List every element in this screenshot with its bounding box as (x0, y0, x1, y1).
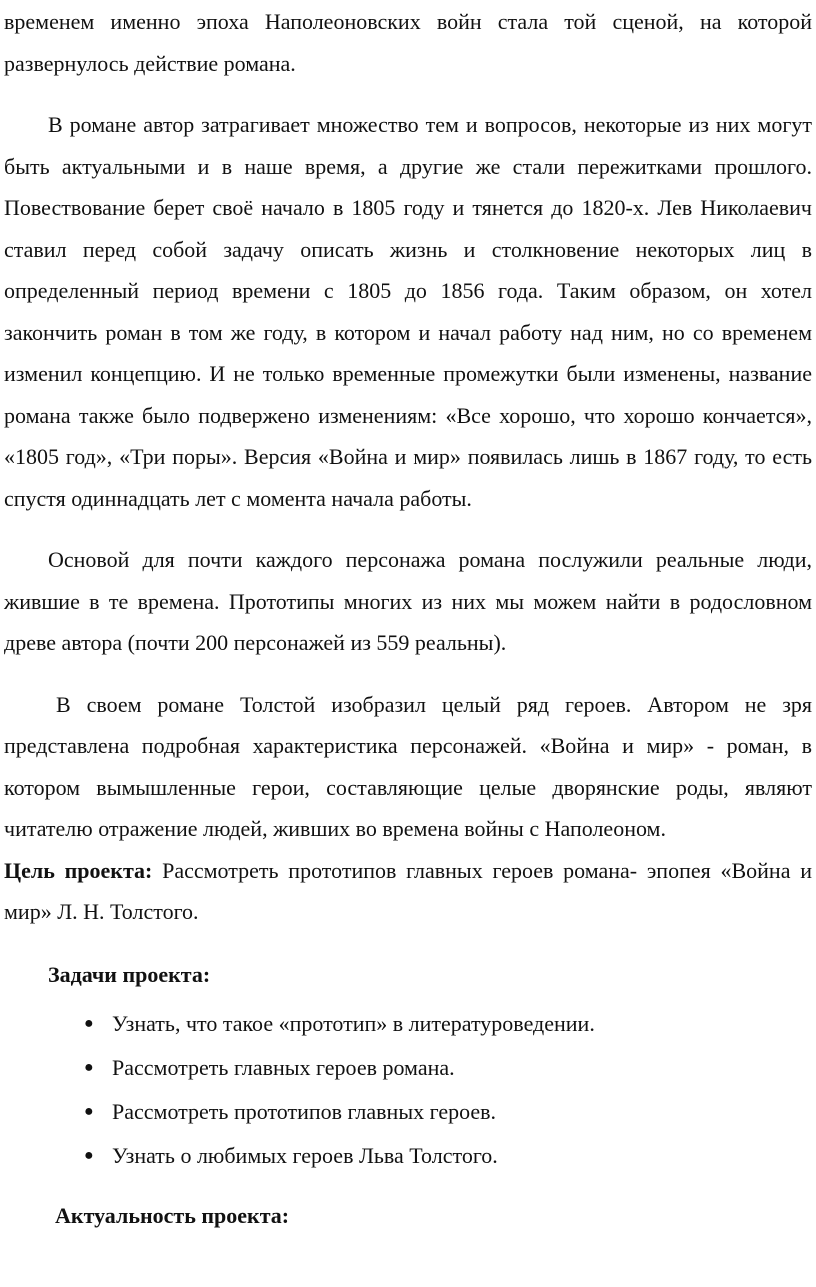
list-item (4, 1090, 812, 1134)
bullet-icon: ● (84, 1014, 94, 1032)
list-gap (4, 995, 812, 1002)
bullet-icon: ● (84, 1146, 94, 1164)
goal-text: Рассмотреть прототипов главных героев романа- эпопея «Война и мир» Л. Н. Толстого. (4, 857, 812, 924)
list-item (4, 1134, 812, 1178)
section-gap (4, 933, 812, 954)
relevance-heading: Актуальность проекта: (55, 1202, 290, 1228)
paragraph-gap (4, 519, 812, 539)
paragraph-gap (4, 664, 812, 684)
bullet-icon: ● (84, 1102, 94, 1120)
paragraph-gap (4, 84, 812, 104)
document-page (4, 0, 812, 1236)
paragraph-heroes: В своем романе Толстой изобразил целый ряд героев. Автором не зря представлена подробная характеристика персонажей. «Война и мир» - роман, в котором вымышленные герои, составляющие целые дворянские роды, являют читателю отражение людей, живших во времена войны с Наполеоном. (4, 691, 812, 841)
paragraph-goal (4, 850, 812, 933)
list-item-text: Рассмотреть главных героев романа. (112, 1054, 455, 1080)
paragraph-topics: В романе автор затрагивает множество тем и вопросов, некоторые из них могут быть актуальными и в наше время, а другие же стали пережитками прошлого. Повествование берет своё начало в 1805 году и тянется до 1820-х. Лев Николаевич ставил перед собой задачу описать жизнь и столкновение некоторых лиц в определенный период времени с 1805 до 1856 года. Таким образом, он хотел закончить роман в том же году, в котором и начал работу над ним, но со временем изменил концепцию. И не только временные промежутки были изменены, название романа также было подвержено изменениям: «Все хорошо, что хорошо кончается», «1805 год», «Три поры». Версия «Война и мир» появилась лишь в 1867 году, то есть спустя одиннадцать лет с момента начала работы. (4, 112, 812, 511)
list-item (4, 1002, 812, 1046)
section-gap (4, 1178, 812, 1195)
list-item (4, 1046, 812, 1090)
tasks-list (4, 1002, 812, 1178)
paragraph-prototypes: Основой для почти каждого персонажа романа послужили реальные люди, жившие в те времена. Прототипы многих из них мы можем найти в родословном древе автора (почти 200 персонажей из 559 реальны). (4, 547, 812, 655)
paragraph-intro-continuation: временем именно эпоха Наполеоновских войн стала той сценой, на которой развернулось действие романа. (4, 9, 812, 76)
tasks-heading: Задачи проекта: (48, 961, 211, 987)
bullet-icon: ● (84, 1058, 94, 1076)
list-item-text: Рассмотреть прототипов главных героев. (112, 1098, 497, 1124)
list-item-text: Узнать о любимых героев Льва Толстого. (112, 1142, 498, 1168)
list-item-text: Узнать, что такое «прототип» в литературоведении. (112, 1010, 595, 1036)
goal-label: Цель проекта: (4, 857, 153, 883)
